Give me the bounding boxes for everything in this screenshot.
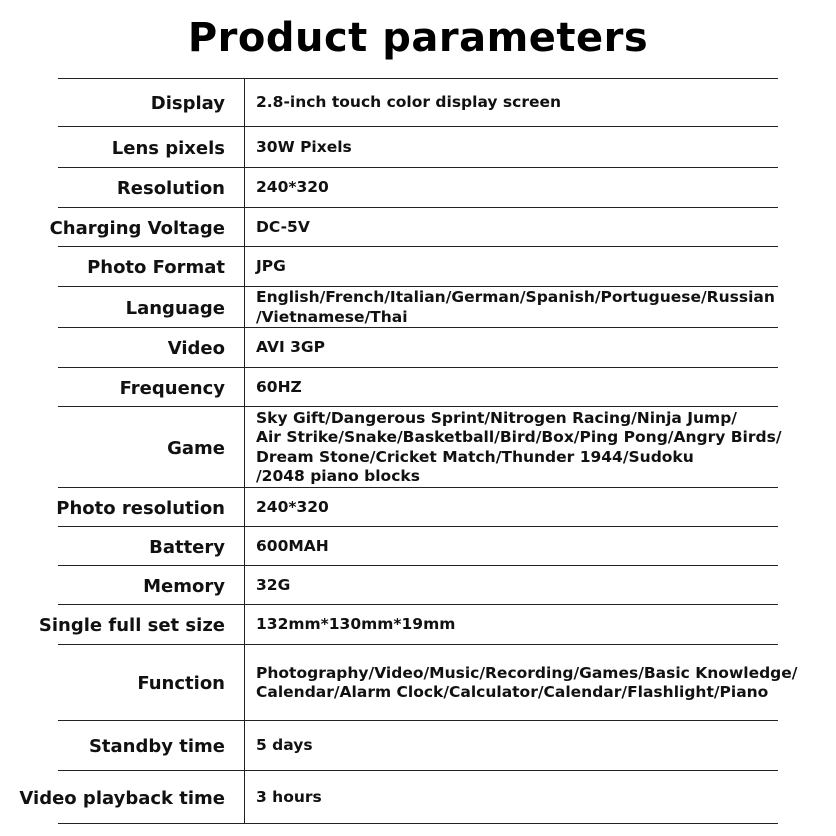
row-value-line: 600MAH [256,536,329,555]
row-label: Photo Format [87,257,225,278]
row-value-line: Air Strike/Snake/Basketball/Bird/Box/Ping Pong/Angry Birds/ [256,428,782,446]
row-label: Single full set size [38,615,225,636]
row-divider [58,207,778,208]
row-value-line: DC-5V [256,217,310,236]
row-label: Video playback time [19,787,225,809]
row-label: Battery [149,536,225,558]
row-label: Game [167,437,225,459]
row-divider [58,526,778,527]
row-value [256,409,826,487]
row-label: Video [167,338,225,359]
row-value [256,615,826,635]
row-divider [58,565,778,566]
row-divider [58,406,778,407]
page-title: Product parameters [187,15,649,61]
row-value-line: /2048 piano blocks [256,467,420,485]
row-label: Frequency [119,377,225,399]
row-value-line: 3 hours [256,787,322,806]
row-divider [58,720,778,721]
row-divider [58,78,778,79]
row-divider [58,367,778,368]
row-value-line: 240*320 [256,497,329,516]
row-divider [58,604,778,605]
row-label: Function [137,673,225,694]
row-label: Charging Voltage [49,217,225,239]
row-value-line: /Vietnamese/Thai [256,307,408,326]
row-value [256,93,826,113]
row-label: Resolution [116,178,225,199]
row-label: Lens pixels [111,137,225,159]
row-value-line: Photography/Video/Music/Recording/Games/Basic Knowledge/ [256,663,798,682]
row-value [256,537,826,557]
row-value [256,378,826,398]
row-value [256,576,826,596]
row-value-line: 132mm*130mm*19mm [256,615,456,634]
row-divider [58,644,778,645]
row-label: Standby time [88,736,225,757]
column-divider [244,78,245,823]
row-value-line: 2.8-inch touch color display screen [256,93,562,112]
row-value-line: English/French/Italian/German/Spanish/Portuguese/Russian [256,288,775,306]
row-label: Display [150,93,225,114]
row-label: Memory [143,575,225,597]
row-divider [58,487,778,488]
row-value-line: JPG [256,257,286,276]
row-value [256,218,826,238]
row-value [256,788,826,808]
row-divider [58,823,778,824]
row-divider [58,327,778,328]
row-value-line: Dream Stone/Cricket Match/Thunder 1944/Sudoku [256,447,694,466]
row-label: Photo resolution [56,497,225,519]
row-value [256,736,826,756]
row-divider [58,167,778,168]
row-divider [58,286,778,287]
row-value [256,178,826,198]
row-value [256,664,826,703]
row-divider [58,246,778,247]
row-divider [58,126,778,127]
row-value-line: 30W Pixels [256,137,352,156]
row-label: Language [125,297,225,319]
row-value-line: 60HZ [256,377,302,396]
row-value-line: 32G [256,575,291,594]
row-value-line: 5 days [256,736,313,755]
row-value-line: Sky Gift/Dangerous Sprint/Nitrogen Racing/Ninja Jump/ [256,408,737,427]
row-divider [58,770,778,771]
row-value [256,138,826,158]
row-value-line: AVI 3GP [256,338,325,357]
row-value [256,257,826,277]
row-value-line: 240*320 [256,178,329,197]
row-value-line: Calendar/Alarm Clock/Calculator/Calendar/Flashlight/Piano [256,683,769,701]
row-value [256,338,826,358]
row-value [256,288,826,327]
row-value [256,498,826,518]
